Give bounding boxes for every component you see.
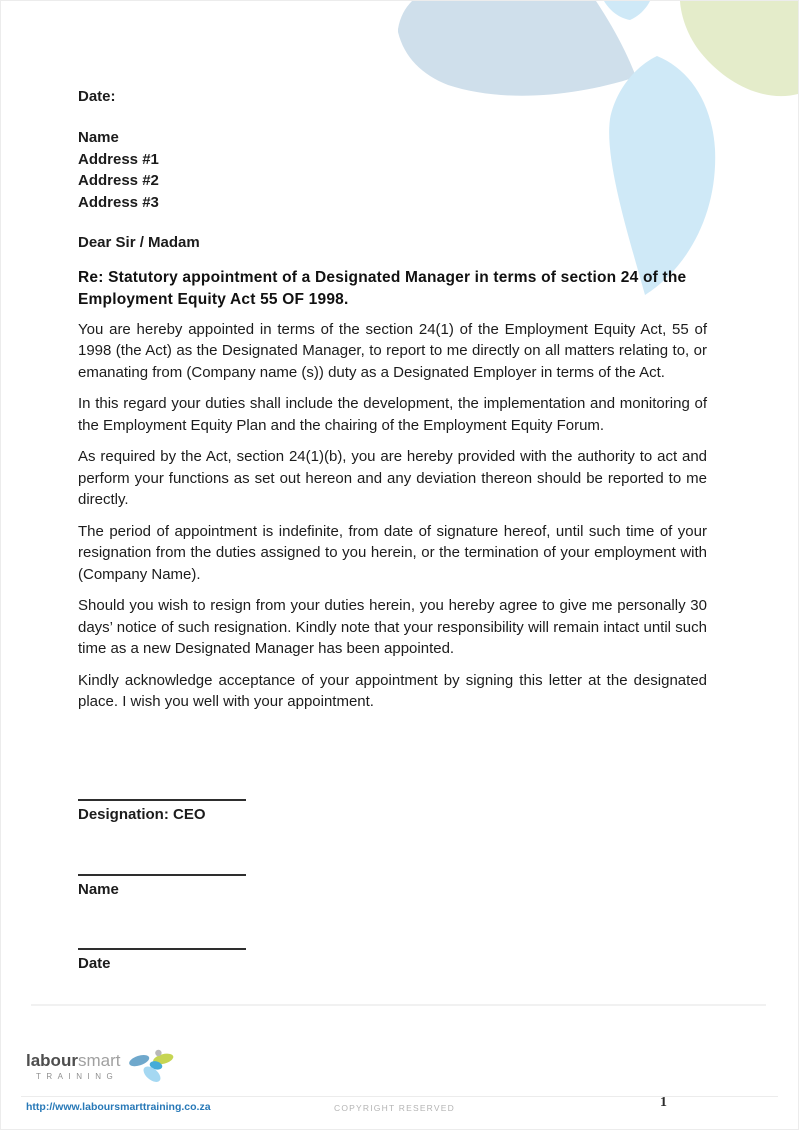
pinwheel-logo-icon: [128, 1045, 176, 1089]
paragraph-2: In this regard your duties shall include the development, the implementation and monitoring of the Employment Equity Plan and the chairing of the Employment Equity Forum.: [78, 395, 707, 434]
logo-gray-dot-icon: [156, 1050, 162, 1056]
recipient-name: Name: [78, 129, 119, 146]
laboursmart-logo: [26, 1051, 176, 1089]
wordmark-tagline: TRAINING: [36, 1072, 119, 1081]
signature-block-name: [78, 874, 278, 898]
subject-line-1: Re: Statutory appointment of a Designated Manager in terms of section 24 of the: [78, 268, 687, 286]
page-number: 1: [660, 1095, 667, 1110]
decoration-petal-steel-blue-icon: [398, 1, 636, 96]
laboursmart-wordmark: [26, 1051, 120, 1081]
subject-heading: [78, 267, 707, 311]
decoration-petal-green-icon: [680, 1, 798, 96]
paragraph-5: Should you wish to resign from your duties herein, you hereby agree to give me personally 30 days’ notice of such resignation. Kindly note that your responsibility will remain intact until such time as a new Designated Manager has been appointed.: [78, 597, 707, 657]
wordmark-labour: labour: [26, 1051, 78, 1070]
decoration-petal-top-sliver-icon: [604, 1, 650, 20]
recipient-address-3: Address #3: [78, 193, 159, 211]
signature-label-name: Name: [78, 880, 119, 898]
paragraph-1: You are hereby appointed in terms of the section 24(1) of the Employment Equity Act, 55 of 1998 (the Act) as the Designated Manager, to report to me directly on all matters relating to, or emanating from (Company name (s)) duty as a Designated Employer in terms of the Act.: [78, 320, 707, 381]
wordmark-smart: smart: [77, 1051, 121, 1070]
footer-website-link[interactable]: http://www.laboursmarttraining.co.za: [26, 1101, 211, 1113]
paragraph-6: Kindly acknowledge acceptance of your appointment by signing this letter at the designated place. I wish you well with your appointment.: [78, 671, 707, 710]
recipient-address-1: Address #1: [78, 150, 159, 168]
signature-block-date: [78, 948, 278, 972]
letter-body: [78, 86, 707, 972]
salutation: Dear Sir / Madam: [78, 234, 200, 251]
paragraph-4: The period of appointment is indefinite, from date of signature hereof, until such time of your resignation from the duties assigned to you herein, or the termination of your employment with (Company Name).: [78, 522, 707, 583]
date-label: Date:: [78, 88, 116, 105]
signature-label-designation: Designation: CEO: [78, 805, 206, 823]
recipient-block: [78, 127, 707, 213]
subject-line-2: Employment Equity Act 55 OF 1998.: [78, 290, 349, 308]
signature-block-designation: [78, 799, 278, 823]
logo-petal-steel-icon: [128, 1053, 151, 1069]
copyright-text: COPYRIGHT RESERVED: [334, 1103, 455, 1113]
signature-label-date: Date: [78, 954, 111, 972]
footer-top-divider: [31, 1004, 766, 1006]
recipient-address-2: Address #2: [78, 172, 159, 189]
paragraph-3: As required by the Act, section 24(1)(b), you are hereby provided with the authority to act and perform your functions as set out hereon and any deviation thereon should be reported to me directly.: [78, 448, 707, 508]
